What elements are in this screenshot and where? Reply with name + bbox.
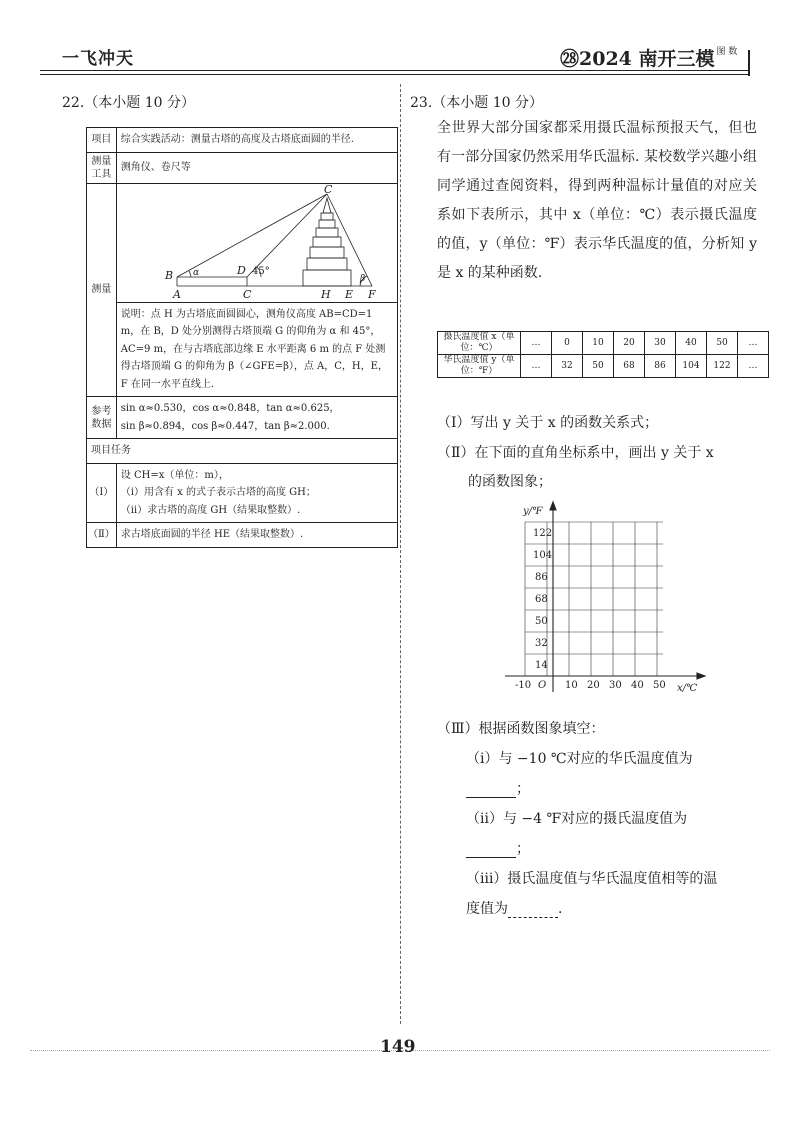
q22-table: [86, 127, 398, 548]
column-divider: [400, 84, 401, 1024]
fahrenheit-cell: 32: [552, 355, 583, 378]
tower-figure: [117, 184, 397, 302]
tower-tier: [313, 237, 341, 247]
x-tick-label: 10: [565, 680, 578, 691]
q23-sub1: （ⅰ）与 −10 ℃对应的华氏温度值为: [466, 751, 693, 767]
celsius-cell: 30: [645, 332, 676, 355]
x-tick-label: 40: [631, 680, 644, 691]
tower-tier: [307, 258, 347, 270]
tools-text: 测角仪、卷尺等: [116, 152, 397, 183]
answer-blank[interactable]: [466, 843, 516, 858]
ref-label: 参考数据: [87, 397, 117, 439]
sub3-end: .: [558, 901, 563, 917]
exam-title-sub: 图 数: [716, 47, 738, 57]
temperature-table: [437, 331, 769, 378]
table-row: [87, 128, 398, 153]
tower-tier: [319, 220, 335, 228]
table-row: [87, 523, 398, 548]
q23-intro: 全世界大部分国家都采用摄氏温标预报天气，但也有一部分国家仍然采用华氏温标. 某校数学兴趣小组同学通过查阅资料，得到两种温标计量值的对应关系如下表所示，其中 x（单位：℃）表示摄氏温度的值，y（单位：℉）表示华氏温度的值，分析知 y 是 x 的某种函数.: [437, 120, 757, 281]
label-h: H: [320, 287, 331, 301]
exam-title: [560, 44, 737, 71]
task1-line-2: （ⅰ）用含有 x 的式子表示古塔的高度 GH；: [120, 487, 316, 498]
q23-part3: （Ⅲ）根据函数图象填空：: [437, 721, 605, 737]
q23-part2-line1: （Ⅱ）在下面的直角坐标系中，画出 y 关于 x: [437, 445, 714, 461]
ref-line-1: sin α≈0.530，cos α≈0.848，tan α≈0.625，: [120, 403, 340, 414]
q23-part2-line2: 的函数图象；: [468, 474, 552, 490]
brand-title: 一飞冲天: [62, 49, 134, 69]
label-c: C: [242, 287, 252, 301]
table-row: [87, 463, 398, 523]
sub1-end: ；: [516, 781, 530, 797]
fahrenheit-cell: 86: [645, 355, 676, 378]
y-tick-label: 50: [535, 616, 548, 627]
celsius-cell: 20: [614, 332, 645, 355]
q22-title: 22.（本小题 10 分）: [62, 95, 195, 111]
q23-part1: （Ⅰ）写出 y 关于 x 的函数关系式；: [437, 415, 659, 431]
tower-tier: [321, 213, 333, 220]
project-text: 综合实践活动：测量古塔的高度及古塔底面圆的半径.: [116, 128, 397, 153]
project-label: 项目: [87, 128, 117, 153]
label-45: 45°: [251, 265, 270, 277]
table-row: [87, 152, 398, 183]
label-e: E: [344, 287, 353, 301]
y-tick-label: 104: [533, 550, 553, 561]
tower-tier: [316, 228, 338, 237]
tools-label: 测量工具: [87, 152, 117, 183]
q23-sub1-answer: [466, 778, 530, 798]
x-axis-arrow: [697, 673, 705, 679]
measure-text: 说明：点 H 为古塔底面圆圆心，测角仪高度 AB=CD=1 m，在 B，D 处分别测得古塔顶端 G 的仰角为 α 和 45°，AC=9 m，在与古塔底部边缘 E 水平距离 6 m 的点 F 处测得古塔顶端 G 的仰角为 β（∠GFE=β），点 A，C，H，E，F 在同一水平直线上.: [116, 302, 397, 397]
sub3-text: 度值为: [466, 901, 508, 917]
fahrenheit-cell: …: [738, 355, 769, 378]
y-tick-label: 86: [535, 572, 548, 583]
label-d: D: [236, 263, 246, 277]
fahrenheit-header: 华氏温度值 y（单位：℉）: [438, 355, 521, 378]
table-row: [87, 439, 398, 464]
task2-text: 求古塔底面圆的半径 HE（结果取整数）.: [116, 523, 397, 548]
tower-tier: [310, 247, 344, 258]
x-axis-label: x/℃: [677, 683, 698, 694]
label-beta: β: [359, 273, 365, 284]
sight-line-b: [177, 194, 327, 277]
table-row: [87, 302, 398, 397]
label-a: A: [172, 287, 181, 301]
answer-blank[interactable]: [466, 783, 516, 798]
q23-sub2: （ⅱ）与 −4 ℉对应的摄氏温度值为: [466, 811, 688, 827]
q23-title: 23.（本小题 10 分）: [410, 95, 543, 111]
fahrenheit-cell: 68: [614, 355, 645, 378]
ref-data: [116, 397, 397, 439]
celsius-cell: …: [521, 332, 552, 355]
celsius-cell: 10: [583, 332, 614, 355]
y-axis-label: y/℉: [523, 506, 543, 517]
tower-figure-cell: [116, 183, 397, 302]
q23-sub3-line2: [466, 898, 562, 918]
table-row: [438, 355, 769, 378]
x-tick-label: 30: [609, 680, 622, 691]
q23-sub3-line1: （ⅲ）摄氏温度值与华氏温度值相等的温: [466, 871, 718, 887]
tower-tier: [303, 270, 351, 286]
label-alpha: α: [192, 267, 199, 278]
fahrenheit-cell: 122: [707, 355, 738, 378]
table-row: [87, 183, 398, 302]
y-tick-label: 32: [535, 638, 548, 649]
task1-text: [116, 463, 397, 523]
header-rule: [40, 70, 750, 71]
sight-line-d: [247, 194, 327, 277]
task1-line-3: （ⅱ）求古塔的高度 GH（结果取整数）.: [120, 504, 301, 516]
x-tick-label: 20: [587, 680, 600, 691]
answer-blank[interactable]: [508, 903, 558, 918]
label-f: F: [367, 287, 376, 301]
y-tick-label: 122: [533, 528, 553, 539]
celsius-cell: 0: [552, 332, 583, 355]
table-row: [438, 332, 769, 355]
fahrenheit-cell: …: [521, 355, 552, 378]
exam-title-text: ㉘2024 南开三模: [560, 48, 715, 70]
y-tick-label: 68: [535, 594, 548, 605]
y-tick-label: 14: [535, 660, 548, 671]
fahrenheit-cell: 104: [676, 355, 707, 378]
fahrenheit-cell: 50: [583, 355, 614, 378]
header-rule-thin: [40, 74, 750, 75]
task1-label: （Ⅰ）: [87, 463, 117, 523]
measure-label: 测量: [87, 183, 117, 397]
table-row: [87, 397, 398, 439]
celsius-cell: …: [738, 332, 769, 355]
ref-line-2: sin β≈0.894，cos β≈0.447，tan β≈2.000.: [120, 420, 330, 432]
task2-label: （Ⅱ）: [87, 523, 117, 548]
x-tick-label: -10: [515, 680, 532, 691]
origin-label: O: [538, 680, 547, 691]
x-tick-label: 50: [653, 680, 666, 691]
celsius-cell: 40: [676, 332, 707, 355]
task-header: 项目任务: [87, 439, 398, 464]
label-top: C: [323, 183, 333, 196]
celsius-header: 摄氏温度值 x（单位：℃）: [438, 332, 521, 355]
sight-line-f: [327, 194, 372, 286]
alpha-arc: [189, 271, 191, 277]
q23-sub2-answer: [466, 838, 530, 858]
y-axis-arrow: [550, 502, 556, 510]
label-b: B: [164, 268, 173, 282]
sub2-end: ；: [516, 841, 530, 857]
celsius-cell: 50: [707, 332, 738, 355]
page-number: 149: [380, 1037, 416, 1057]
task1-line-1: 设 CH=x（单位：m），: [120, 469, 229, 481]
coordinate-grid: [505, 498, 720, 698]
header-edge-mark: [748, 50, 750, 76]
